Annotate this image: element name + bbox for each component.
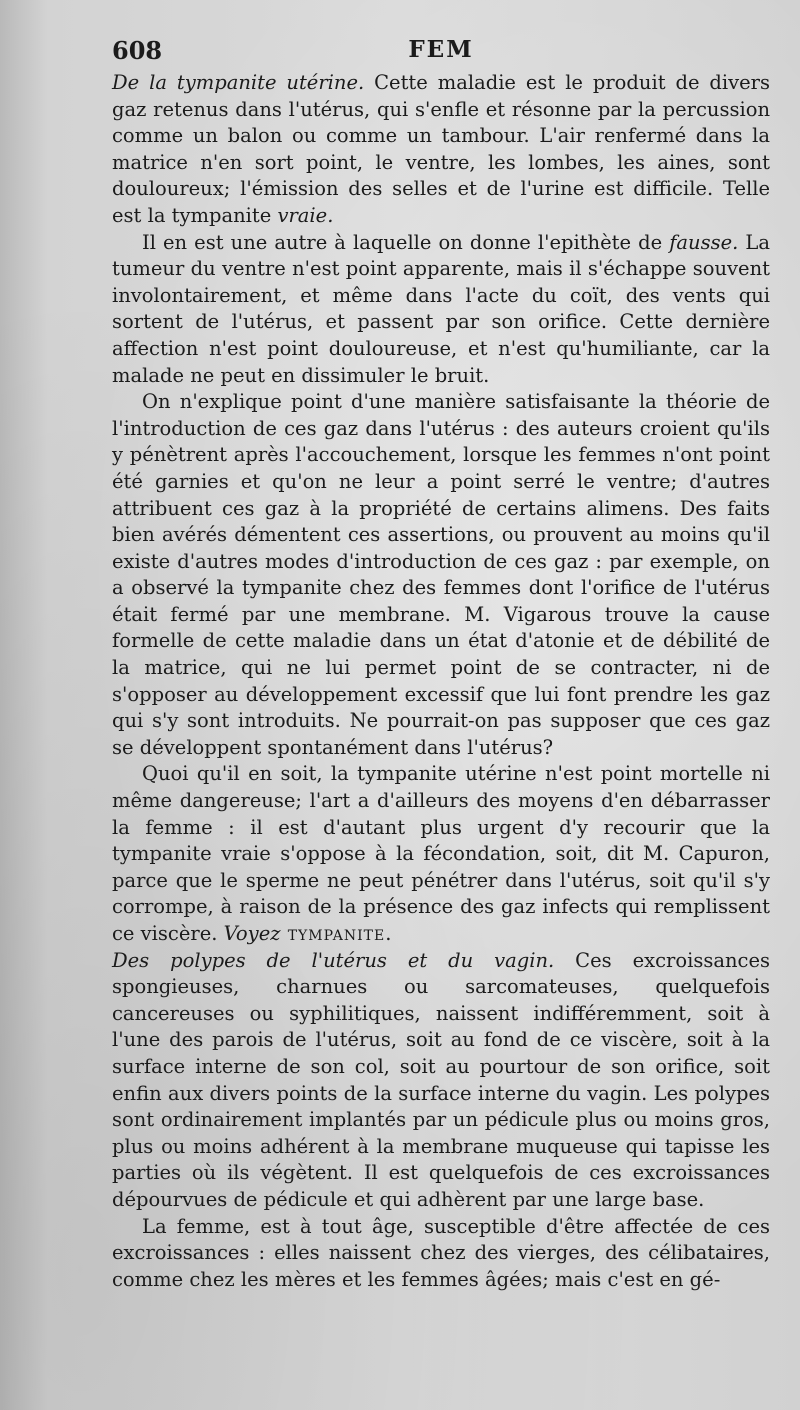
page-number: 608: [112, 36, 163, 65]
running-head: FEM: [408, 36, 474, 63]
section-heading-italic: De la tympanite utérine.: [112, 71, 365, 94]
paragraph-text: La femme, est à tout âge, susceptible d'être affectée de ces excroissances : elles naissent chez des vierges, des célibataires, comme chez les mères et les femmes âgées; mais c'est en gé-: [112, 1214, 770, 1291]
paragraph-fausse-tympanite: [112, 230, 770, 390]
emphasis-italic: vraie.: [277, 203, 334, 227]
emphasis-italic: fausse.: [669, 230, 739, 254]
section-heading-italic: Des polypes de l'utérus et du vagin.: [112, 948, 555, 972]
paragraph-text: Ces excroissances spongieuses, charnues ou sarcomateuses, quelquefois cancereuses ou syphilitiques, naissent indifféremment, soit à l'une des parois de l'utérus, soit au fond de ce viscère, soit à la surface interne de son col, soit au pourtour de son orifice, soit enfin aux divers points de la surface interne du vagin. Les polypes sont ordinairement implantés par un pédicule plus ou moins gros, plus ou moins adhérent à la membrane muqueuse qui tapisse les parties où ils végètent. Il est quelquefois de ces excroissances dépourvues de pédicule et qui adhèrent par une large base.: [112, 948, 770, 1211]
paragraph-tympanite-uterine: [112, 70, 770, 230]
paragraph-text-continued: La tumeur du ventre n'est point apparente, mais il s'échappe souvent involontairement, et même dans l'acte du coït, des vents qui sortent de l'utérus, et passent par son orifice. Cette dernière affection n'est point douloureuse, et n'est qu'humiliante, car la malade ne peut en dissimuler le bruit.: [112, 230, 770, 387]
body-text: [112, 70, 770, 1293]
page-header: [112, 36, 770, 70]
paragraph-text: Quoi qu'il en soit, la tympanite utérine n'est point mortelle ni même dangereuse; l'art a d'ailleurs des moyens d'en débarrasser la femme : il est d'autant plus urgent d'y recourir que la tympanite vraie s'oppose à la fécondation, soit, dit M. Capuron, parce que le sperme ne peut pénétrer dans l'utérus, soit qu'il s'y corrompe, à raison de la présence des gaz infects qui remplissent ce viscère.: [112, 762, 770, 945]
paragraph-theorie: [112, 389, 770, 761]
cross-reference-voyez: Voyez: [223, 922, 281, 945]
paragraph-quoi-quil-en-soit: [112, 761, 770, 947]
paragraph-la-femme: [112, 1214, 770, 1294]
paragraph-text: On n'explique point d'une manière satisfaisante la théorie de l'introduction de ces gaz dans l'utérus : des auteurs croient qu'ils y pénètrent après l'accouchement, lorsque les femmes n'ont point été garnies et qu'on ne leur a point serré le ventre; d'autres attribuent ces gaz à la propriété de certains alimens. Des faits bien avérés démentent ces assertions, ou prouvent au moins qu'il existe d'autres modes d'introduction de ces gaz : par exemple, on a observé la tympanite chez des femmes dont l'orifice de l'utérus était fermé par une membrane. M. Vigarous trouve la cause formelle de cette maladie dans un état d'atonie et de débilité de la matrice, qui ne lui permet point de se contracter, ni de s'opposer au développement excessif que lui font prendre les gaz qui s'y sont introduits. Ne pourrait-on pas supposer que ces gaz se développent spontanément dans l'utérus?: [112, 390, 770, 759]
cross-reference-term: tympanite.: [280, 922, 393, 945]
paragraph-polypes: [112, 948, 770, 1214]
paragraph-text: Il en est une autre à laquelle on donne l'epithète de: [142, 230, 670, 254]
paragraph-text: Cette maladie est le produit de divers gaz retenus dans l'utérus, qui s'enfle et résonne par la percussion comme un balon ou comme un tambour. L'air renfermé dans la matrice n'en sort point, le ventre, les lombes, les aines, sont douloureux; l'émission des selles et de l'urine est difficile. Telle est la tympanite: [112, 71, 771, 227]
